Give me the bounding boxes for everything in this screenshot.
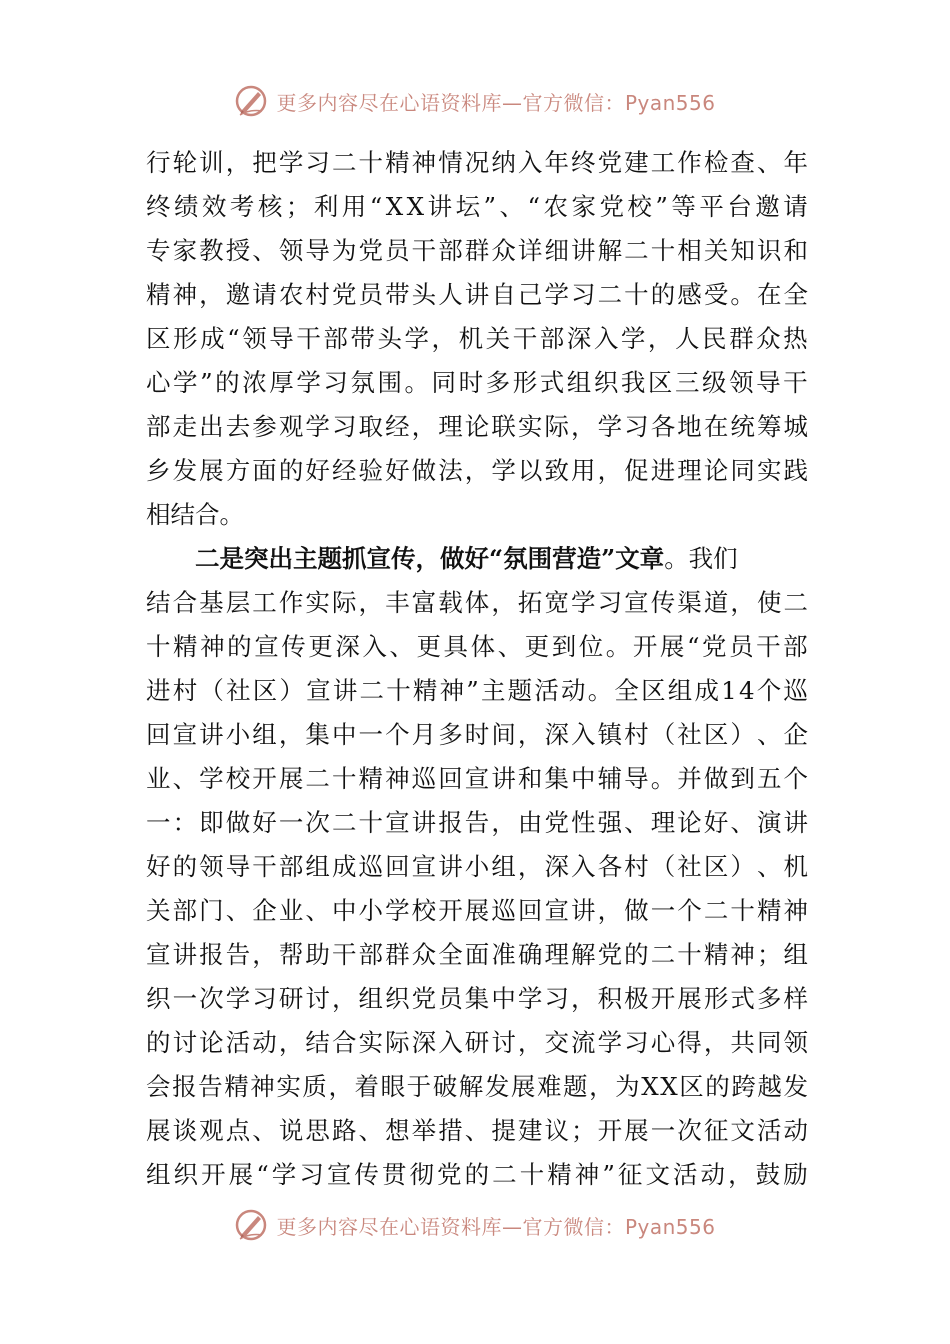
text-line: 精 神 ， 邀 请 农 村 党 员 带 头 人 讲 自 己 学 习 二 十 的 感 受 。 在 全 <box>146 280 808 309</box>
pen-logo-icon <box>234 84 268 118</box>
text-line: 心 学 ” 的 浓 厚 学 习 氛 围 。 同 时 多 形 式 组 织 我 区 三 级 领 导 干 <box>146 368 808 397</box>
text-line: 十 精 神 的 宣 传 更 深 入 、 更 具 体 、 更 到 位 。 开 展 “ 党 员 干 部 <box>146 632 808 661</box>
header-watermark-text: 更多内容尽在心语资料库—官方微信：Pyan556 <box>276 90 716 115</box>
text-line: 宣 讲 报 告 ， 帮 助 干 部 群 众 全 面 准 确 理 解 党 的 二 十 精 神 ； 组 <box>146 940 808 969</box>
text-line: 行 轮 训 ， 把 学 习 二 十 精 神 情 况 纳 入 年 终 党 建 工 作 检 查 、 年 <box>146 148 808 177</box>
text-line: 好 的 领 导 干 部 组 成 巡 回 宣 讲 小 组 ， 深 入 各 村 （ 社 区 ） 、 机 <box>146 852 808 881</box>
text-line: 回 宣 讲 小 组 ， 集 中 一 个 月 多 时 间 ， 深 入 镇 村 （ 社 区 ） 、 企 <box>146 720 808 749</box>
text-line: 会 报 告 精 神 实 质 ， 着 眼 于 破 解 发 展 难 题 ， 为 X X 区 的 跨 越 发 <box>146 1072 808 1101</box>
text-line: 部 走 出 去 参 观 学 习 取 经 ， 理 论 联 实 际 ， 学 习 各 地 在 统 筹 城 <box>146 412 808 441</box>
pen-logo-icon <box>234 1208 268 1242</box>
paragraph-2-heading: 二是突出主题抓宣传，做好“氛围营造”文章 <box>195 544 665 573</box>
footer-watermark-text: 更多内容尽在心语资料库—官方微信：Pyan556 <box>276 1214 716 1239</box>
text-line: 专 家 教 授 、 领 导 为 党 员 干 部 群 众 详 细 讲 解 二 十 相 关 知 识 和 <box>146 236 808 265</box>
text-line: 终 绩 效 考 核 ； 利 用 “ X X 讲 坛 ” 、 “ 农 家 党 校 ” 等 平 台 邀 请 <box>146 192 808 221</box>
text-line: 织 一 次 学 习 研 讨 ， 组 织 党 员 集 中 学 习 ， 积 极 开 展 形 式 多 样 <box>146 984 808 1013</box>
text-line: 业 、 学 校 开 展 二 十 精 神 巡 回 宣 讲 和 集 中 辅 导 。 并 做 到 五 个 <box>146 764 808 793</box>
header-watermark-banner <box>0 84 950 118</box>
text-line: 区 形 成 “ 领 导 干 部 带 头 学 ， 机 关 干 部 深 入 学 ， 人 民 群 众 热 <box>146 324 808 353</box>
text-line: 结 合 基 层 工 作 实 际 ， 丰 富 载 体 ， 拓 宽 学 习 宣 传 渠 道 ， 使 二 <box>146 588 808 617</box>
text-line: 展 谈 观 点 、 说 思 路 、 想 举 措 、 提 建 议 ； 开 展 一 次 征 文 活 动 <box>146 1116 808 1145</box>
text-line: 的 讨 论 活 动 ， 结 合 实 际 深 入 研 讨 ， 交 流 学 习 心 得 ， 共 同 领 <box>146 1028 808 1057</box>
footer-watermark-banner <box>0 1208 950 1242</box>
text-line: 关 部 门 、 企 业 、 中 小 学 校 开 展 巡 回 宣 讲 ， 做 一 个 二 十 精 神 <box>146 896 808 925</box>
document-body <box>146 141 808 1197</box>
paragraph-1 <box>146 141 808 537</box>
paragraph-2-first-line-rest: 。我们 <box>664 544 738 573</box>
text-line: 进 村 （ 社 区 ） 宣 讲 二 十 精 神 ” 主 题 活 动 。 全 区 组 成 1 4 个 巡 <box>146 676 808 705</box>
paragraph-2 <box>146 537 808 1197</box>
text-line: 相结合。 <box>146 500 244 529</box>
text-line: 一 ： 即 做 好 一 次 二 十 宣 讲 报 告 ， 由 党 性 强 、 理 论 好 、 演 讲 <box>146 808 808 837</box>
paragraph-2-first-line <box>146 537 808 581</box>
text-line: 组 织 开 展 “ 学 习 宣 传 贯 彻 党 的 二 十 精 神 ” 征 文 活 动 ， 鼓 励 <box>146 1160 808 1189</box>
text-line: 乡 发 展 方 面 的 好 经 验 好 做 法 ， 学 以 致 用 ， 促 进 理 论 同 实 践 <box>146 456 808 485</box>
